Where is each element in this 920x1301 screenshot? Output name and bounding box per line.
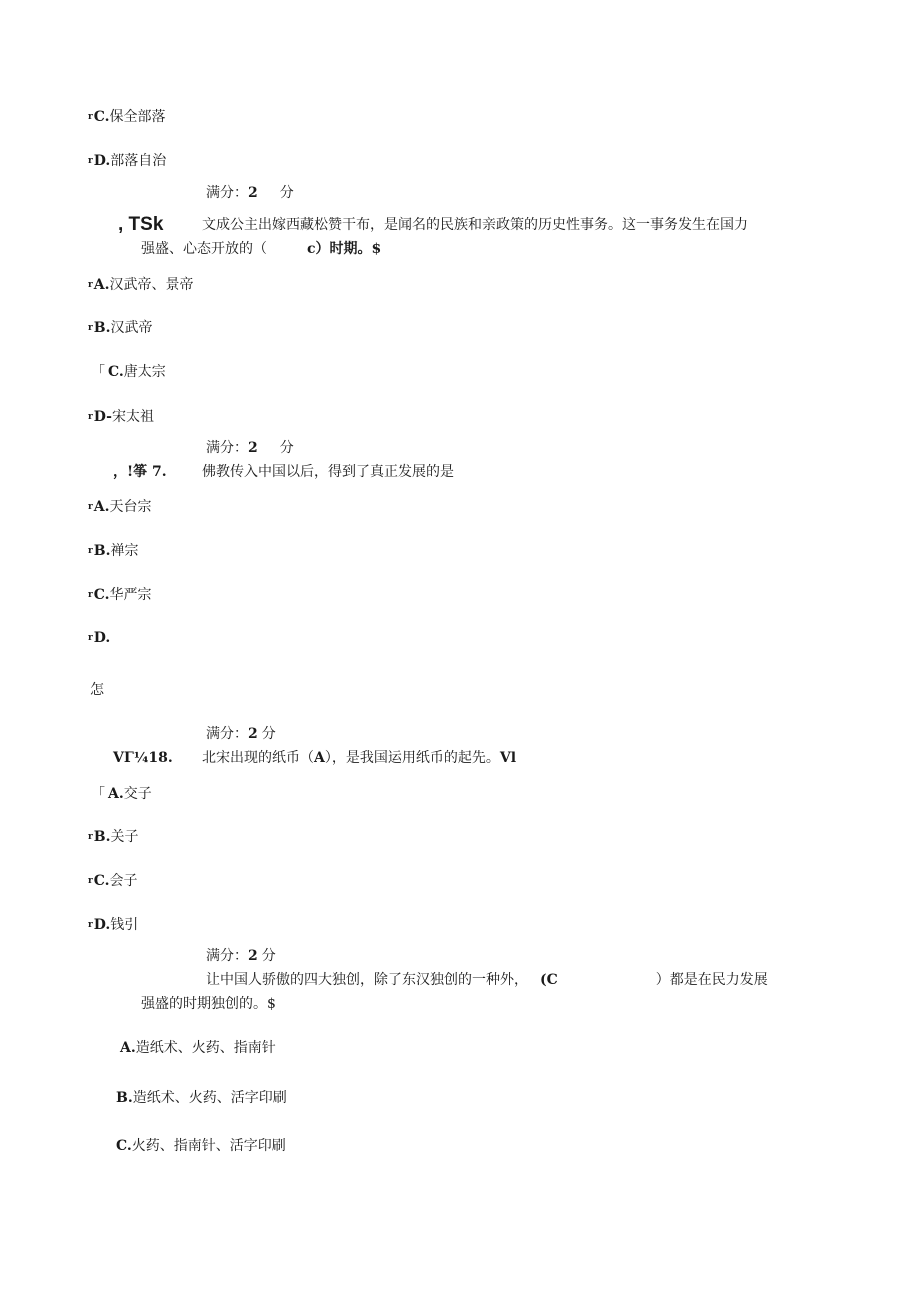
score-value: 2 — [248, 726, 258, 742]
option-a[interactable] — [120, 1039, 276, 1057]
question-text: 佛教传入中国以后，得到了真正发展的是 — [202, 464, 454, 480]
option-c[interactable] — [88, 872, 138, 890]
question-text-part: 让中国人骄傲的四大独创，除了东汉独创的一种外， — [206, 972, 528, 988]
option-text: 华严宗 — [109, 587, 152, 603]
score-line — [206, 184, 294, 202]
stray-character: 怎 — [90, 682, 104, 698]
radio-marker: r — [88, 633, 93, 643]
option-letter: C. — [93, 109, 110, 125]
radio-marker: 「 — [91, 364, 105, 380]
option-text: 保全部落 — [109, 109, 166, 125]
question-text-part: ），是我国运用纸币的起先。 — [324, 750, 500, 766]
option-a[interactable] — [88, 276, 194, 294]
score-line — [206, 725, 276, 743]
option-c[interactable] — [116, 1137, 286, 1155]
option-letter: D. — [93, 630, 111, 646]
radio-marker: r — [88, 920, 93, 930]
radio-marker: r — [88, 502, 93, 512]
score-line — [206, 439, 294, 457]
question-text-line2: 强盛的时期独创的。$ — [141, 996, 276, 1012]
option-text: 造纸术、火药、活字印刷 — [132, 1090, 287, 1106]
question-text-part: 北宋出现的纸币（ — [202, 750, 314, 766]
option-letter: A. — [93, 499, 110, 515]
option-text: 禅宗 — [110, 543, 139, 559]
score-unit: 分 — [261, 726, 276, 742]
option-letter: D- — [93, 409, 112, 425]
option-text: 交子 — [123, 786, 152, 802]
score-value: 2 — [248, 440, 258, 456]
score-line — [206, 947, 276, 965]
score-label: 满分： — [206, 948, 248, 964]
option-text: 汉武帝、景帝 — [109, 277, 194, 293]
radio-marker: r — [88, 546, 93, 556]
option-d[interactable] — [88, 916, 138, 934]
score-label: 满分： — [206, 726, 248, 742]
score-label: 满分： — [206, 440, 248, 456]
radio-marker: 「 — [91, 786, 105, 802]
option-letter: D. — [93, 917, 111, 933]
option-letter: A. — [108, 786, 124, 802]
score-label: 满分： — [206, 185, 248, 201]
radio-marker: r — [88, 412, 93, 422]
option-c[interactable] — [91, 363, 166, 381]
question-text-tail: Vl — [499, 750, 517, 766]
score-value: 2 — [248, 948, 258, 964]
option-a[interactable] — [91, 785, 152, 803]
option-letter: B. — [116, 1090, 133, 1106]
option-b[interactable] — [88, 828, 138, 846]
option-text: 部落自治 — [110, 153, 167, 169]
option-text: 汉武帝 — [110, 320, 153, 336]
question-number: ，!筝 7. — [113, 464, 167, 480]
radio-marker: r — [88, 280, 93, 290]
option-d[interactable] — [88, 408, 154, 426]
radio-marker: r — [88, 156, 93, 166]
option-text: 钱引 — [110, 917, 139, 933]
option-a[interactable] — [88, 498, 152, 516]
radio-marker: r — [88, 323, 93, 333]
option-letter: C. — [93, 587, 110, 603]
option-c[interactable] — [88, 108, 166, 126]
score-unit: 分 — [279, 185, 294, 201]
option-letter: B. — [93, 320, 111, 336]
question-text: 文成公主出嫁西藏松赞干布，是闻名的民族和亲政策的历史性事务。这一事务发生在国力 — [202, 217, 748, 233]
score-unit: 分 — [279, 440, 294, 456]
score-value: 2 — [248, 185, 258, 201]
option-text: 天台宗 — [109, 499, 152, 515]
option-letter: B. — [93, 543, 111, 559]
question-number-text: , TSk — [118, 214, 164, 235]
option-text: 唐太宗 — [123, 364, 166, 380]
option-text: 火药、指南针、活字印刷 — [131, 1138, 286, 1154]
option-text: 造纸术、火药、指南针 — [135, 1040, 276, 1056]
question-number: VΓ¼18. — [113, 750, 173, 766]
option-letter: D. — [93, 153, 111, 169]
question-answer-part: c）时期。$ — [307, 241, 382, 257]
option-letter: B. — [93, 829, 111, 845]
radio-marker: r — [88, 832, 93, 842]
option-letter: C. — [108, 364, 124, 380]
option-letter: A. — [120, 1040, 136, 1056]
option-c[interactable] — [88, 586, 152, 604]
option-b[interactable] — [88, 319, 152, 337]
option-b[interactable] — [116, 1089, 287, 1107]
option-text: 会子 — [109, 873, 138, 889]
question-text — [206, 971, 768, 989]
option-text: 宋太祖 — [111, 409, 154, 425]
question-number — [118, 212, 163, 237]
option-b[interactable] — [88, 542, 138, 560]
option-letter: C. — [116, 1138, 132, 1154]
option-letter: A. — [93, 277, 110, 293]
option-d[interactable] — [88, 629, 110, 647]
score-unit: 分 — [261, 948, 276, 964]
option-text: 关子 — [110, 829, 139, 845]
question-text — [202, 749, 516, 767]
question-answer-part: A — [314, 750, 325, 766]
radio-marker: r — [88, 876, 93, 886]
question-text-part: 强盛、心态开放的（ — [141, 241, 267, 257]
question-answer-part: (C — [540, 972, 558, 988]
radio-marker: r — [88, 112, 93, 122]
option-d[interactable] — [88, 152, 166, 170]
question-text-part: ）都是在民力发展 — [655, 972, 768, 988]
option-letter: C. — [93, 873, 110, 889]
radio-marker: r — [88, 590, 93, 600]
question-text-line2 — [141, 240, 381, 258]
